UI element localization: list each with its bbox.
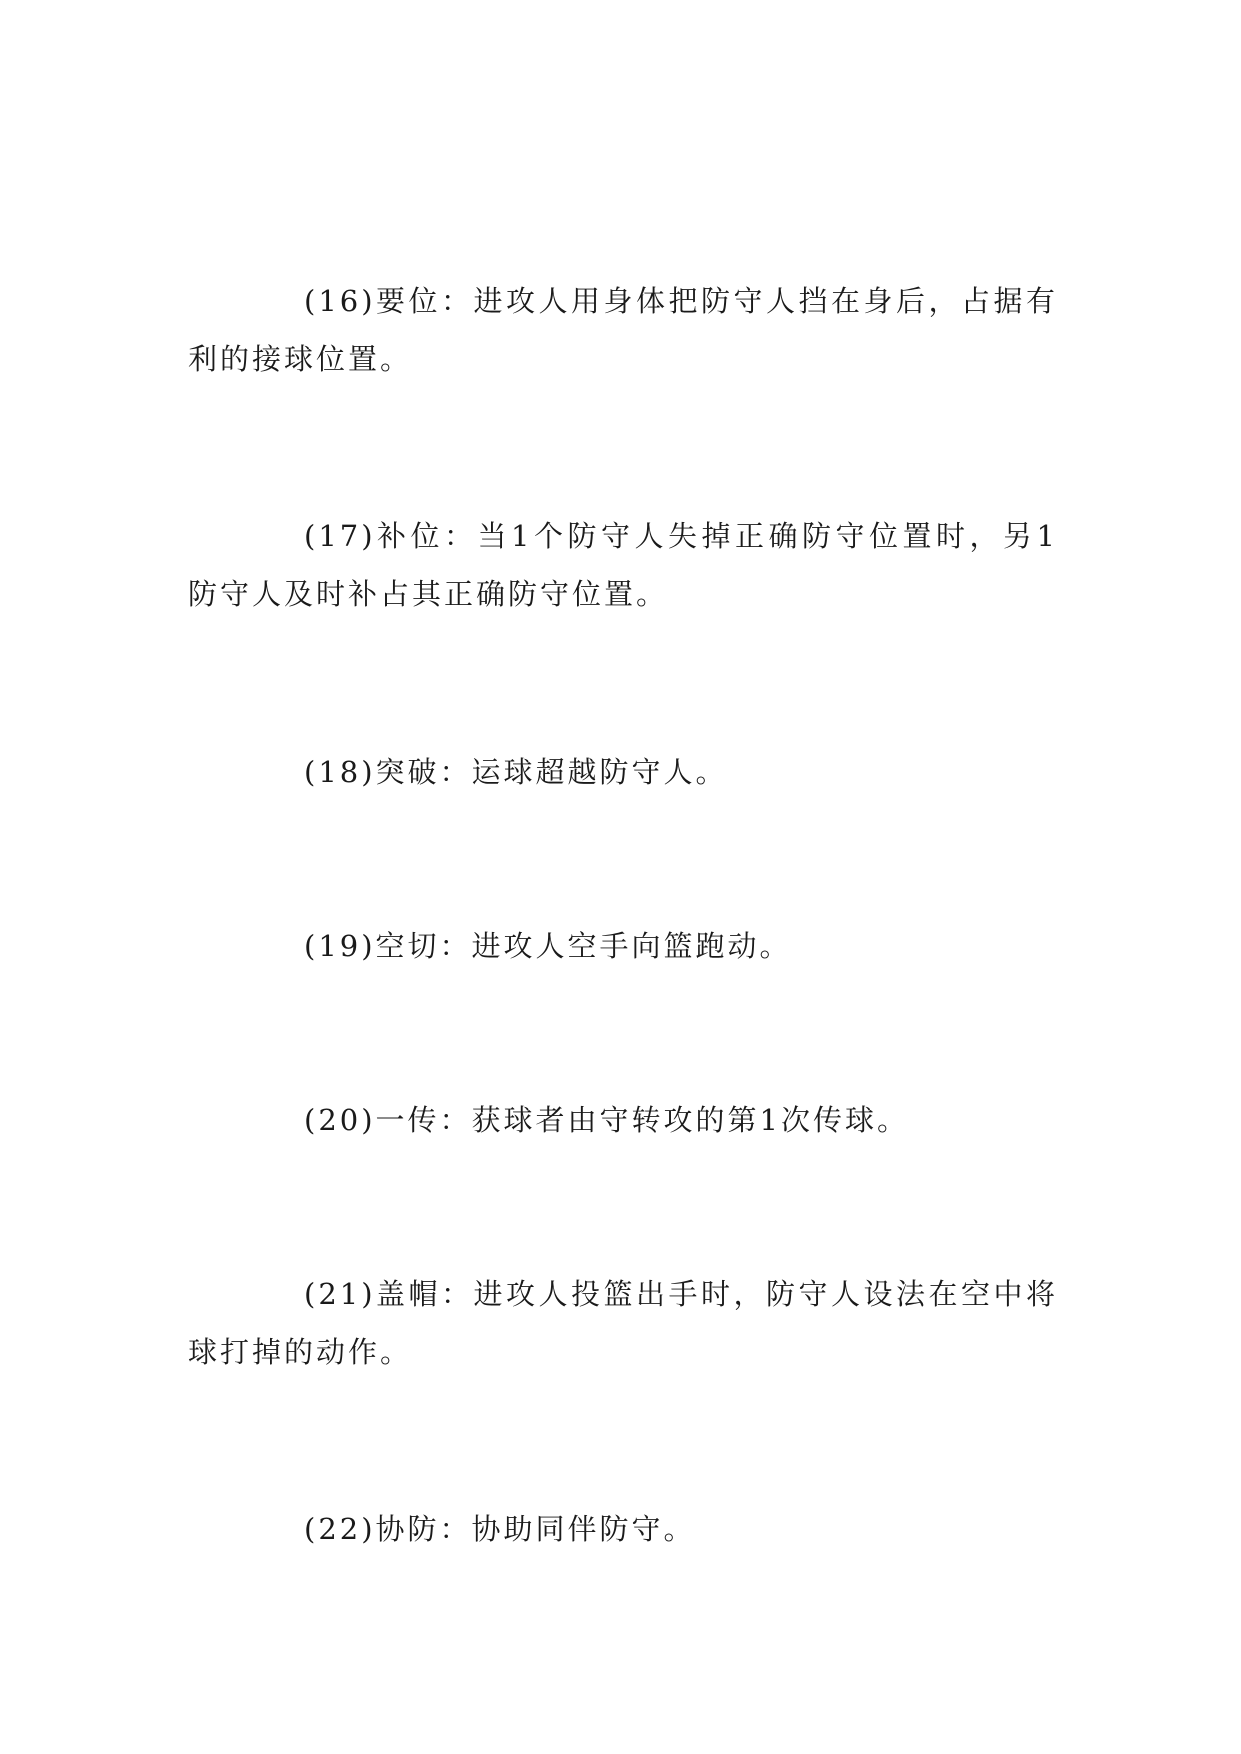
term-entry-22: (22)协防：协助同伴防守。 xyxy=(304,1512,696,1546)
term-entry-21: (21)盖帽：进攻人投篮出手时，防守人设法在空中将球打掉的动作。 xyxy=(188,1277,1058,1369)
term-entry-17: (17)补位：当1个防守人失掉正确防守位置时，另1防守人及时补占其正确防守位置。 xyxy=(188,519,1058,611)
term-entry-20: (20)一传：获球者由守转攻的第1次传球。 xyxy=(304,1103,909,1137)
term-entry-19: (19)空切：进攻人空手向篮跑动。 xyxy=(304,929,792,963)
term-entry-16: (16)要位：进攻人用身体把防守人挡在身后，占据有利的接球位置。 xyxy=(188,284,1058,376)
term-entry-18: (18)突破：运球超越防守人。 xyxy=(304,755,728,789)
